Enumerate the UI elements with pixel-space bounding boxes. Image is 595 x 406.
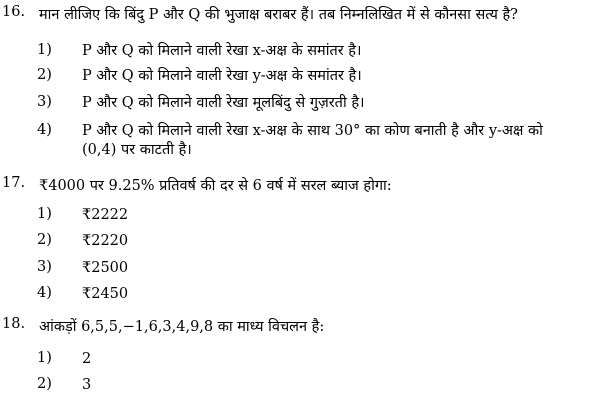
option-number: 1): [37, 350, 52, 366]
option-text-line2: (0,4) पर काटती है।: [82, 142, 192, 158]
option-text: P और Q को मिलाने वाली रेखा मूलबिंदु से गुज़रती है।: [82, 95, 365, 111]
option-text: P और Q को मिलाने वाली रेखा y-अक्ष के समांतर है।: [82, 68, 362, 84]
option-number: 4): [37, 285, 52, 301]
question-number: 16.: [2, 4, 26, 20]
option-number: 1): [37, 42, 52, 58]
question-text: आंकड़ों 6,5,5,−1,6,3,4,9,8 का माध्य विचलन है:: [39, 319, 325, 335]
option-text-line1: P और Q को मिलाने वाली रेखा x-अक्ष के साथ 30° का कोण बनाती है और y-अक्ष को: [82, 123, 543, 139]
question-number: 17.: [2, 175, 26, 191]
option-text: ₹2222: [82, 207, 129, 223]
question-text: मान लीजिए कि बिंदु P और Q की भुजाक्ष बराबर हैं। तब निम्नलिखित में से कौनसा सत्य है?: [39, 7, 518, 23]
option-number: 2): [37, 67, 52, 83]
question-number: 18.: [2, 316, 26, 332]
option-text: P और Q को मिलाने वाली रेखा x-अक्ष के समांतर है।: [82, 43, 362, 59]
option-number: 4): [37, 122, 52, 138]
option-number: 1): [37, 206, 52, 222]
option-text: 2: [82, 351, 92, 367]
option-number: 3): [37, 94, 52, 110]
option-number: 2): [37, 376, 52, 392]
option-text: ₹2220: [82, 233, 129, 249]
option-number: 2): [37, 232, 52, 248]
option-text: ₹2450: [82, 286, 129, 302]
option-text: ₹2500: [82, 260, 129, 276]
option-text: 3: [82, 377, 92, 393]
option-number: 3): [37, 259, 52, 275]
question-text: ₹4000 पर 9.25% प्रतिवर्ष की दर से 6 वर्ष में सरल ब्याज होगा:: [39, 178, 392, 194]
